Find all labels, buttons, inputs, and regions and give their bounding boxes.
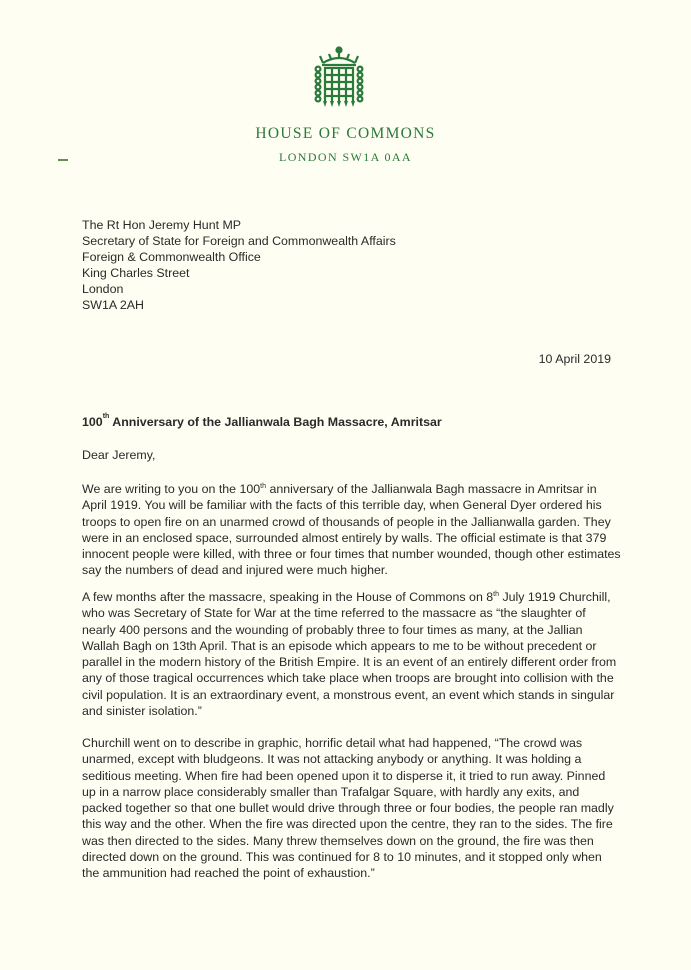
paragraph-3: Churchill went on to describe in graphic, horrific detail what had happened, “The crowd was unarmed, except with bludgeons. It was not attacking anybody or anything. It was holding a seditious meeting. When fire had been opened upon it to disperse it, it tried to run away. Pinned up in a narrow place considerably smaller than Trafalgar Square, with hardly any exits, and packed together so that one bullet would drive through three or four bodies, the people ran madly this way and the other. When the fire was directed upon the centre, they ran to the sides. The fire was then directed to the sides. Many threw themselves down on the ground, the fire was then directed down on the ground. This was continued for 8 to 10 minutes, and it stopped only when the ammunition had reached the point of exhaustion.”: [82, 736, 614, 881]
subject-text: Anniversary of the Jallianwala Bagh Massacre, Amritsar: [109, 415, 442, 429]
recipient-office: Foreign & Commonwealth Office: [82, 250, 261, 264]
paragraph-1: [82, 481, 622, 579]
subject-ordinal: th: [102, 413, 110, 420]
fold-mark: [58, 159, 68, 161]
letter-subject: [82, 415, 442, 429]
subject-number: 100: [82, 415, 103, 429]
letterhead-address: LONDON SW1A 0AA: [279, 150, 412, 164]
recipient-name: The Rt Hon Jeremy Hunt MP: [82, 218, 242, 232]
letterhead-title: HOUSE OF COMMONS: [255, 125, 436, 142]
paragraph-1-text-b: anniversary of the Jallianwala Bagh massacre in Amritsar in April 1919. You will be familiar with the facts of this terrible day, when General Dyer ordered his troops to open fire on an unarmed crowd of thousands of people in the Jallianwalla garden. They were in an enclosed space, surrounded almost entirely by walls. The official estimate is that 379 innocent people were killed, with three or four times that number wounded, though other estimates say the numbers of dead and injured were much higher.: [82, 482, 621, 578]
paragraph-1-ordinal: th: [260, 483, 267, 490]
paragraph-2-ordinal: th: [493, 591, 500, 598]
salutation: Dear Jeremy,: [82, 448, 156, 462]
paragraph-1-text-a: We are writing to you on the 100: [82, 482, 261, 496]
recipient-address: [82, 217, 396, 313]
letter-date: 10 April 2019: [538, 352, 611, 366]
paragraph-2: [82, 589, 622, 719]
recipient-title: Secretary of State for Foreign and Commonwealth Affairs: [82, 234, 396, 248]
recipient-postcode: SW1A 2AH: [82, 298, 144, 312]
portcullis-crest-icon: [309, 45, 369, 110]
recipient-city: London: [82, 282, 124, 296]
recipient-street: King Charles Street: [82, 266, 190, 280]
paragraph-2-text-a: A few months after the massacre, speaking in the House of Commons on 8: [82, 590, 494, 604]
paragraph-2-text-b: July 1919 Churchill, who was Secretary of State for War at the time referred to the massacre as “the slaughter of nearly 400 persons and the wounding of probably three to four times as many, at the Jallian Wallah Bagh on 13th April. That is an episode which appears to me to be without precedent or parallel in the modern history of the British Empire. It is an event of an entirely different order from any of those tragical occurrences which take place when troops are brought into collision with the civil population. It is an extraordinary event, a monstrous event, an event which stands in singular and sinister isolation.”: [82, 590, 617, 719]
